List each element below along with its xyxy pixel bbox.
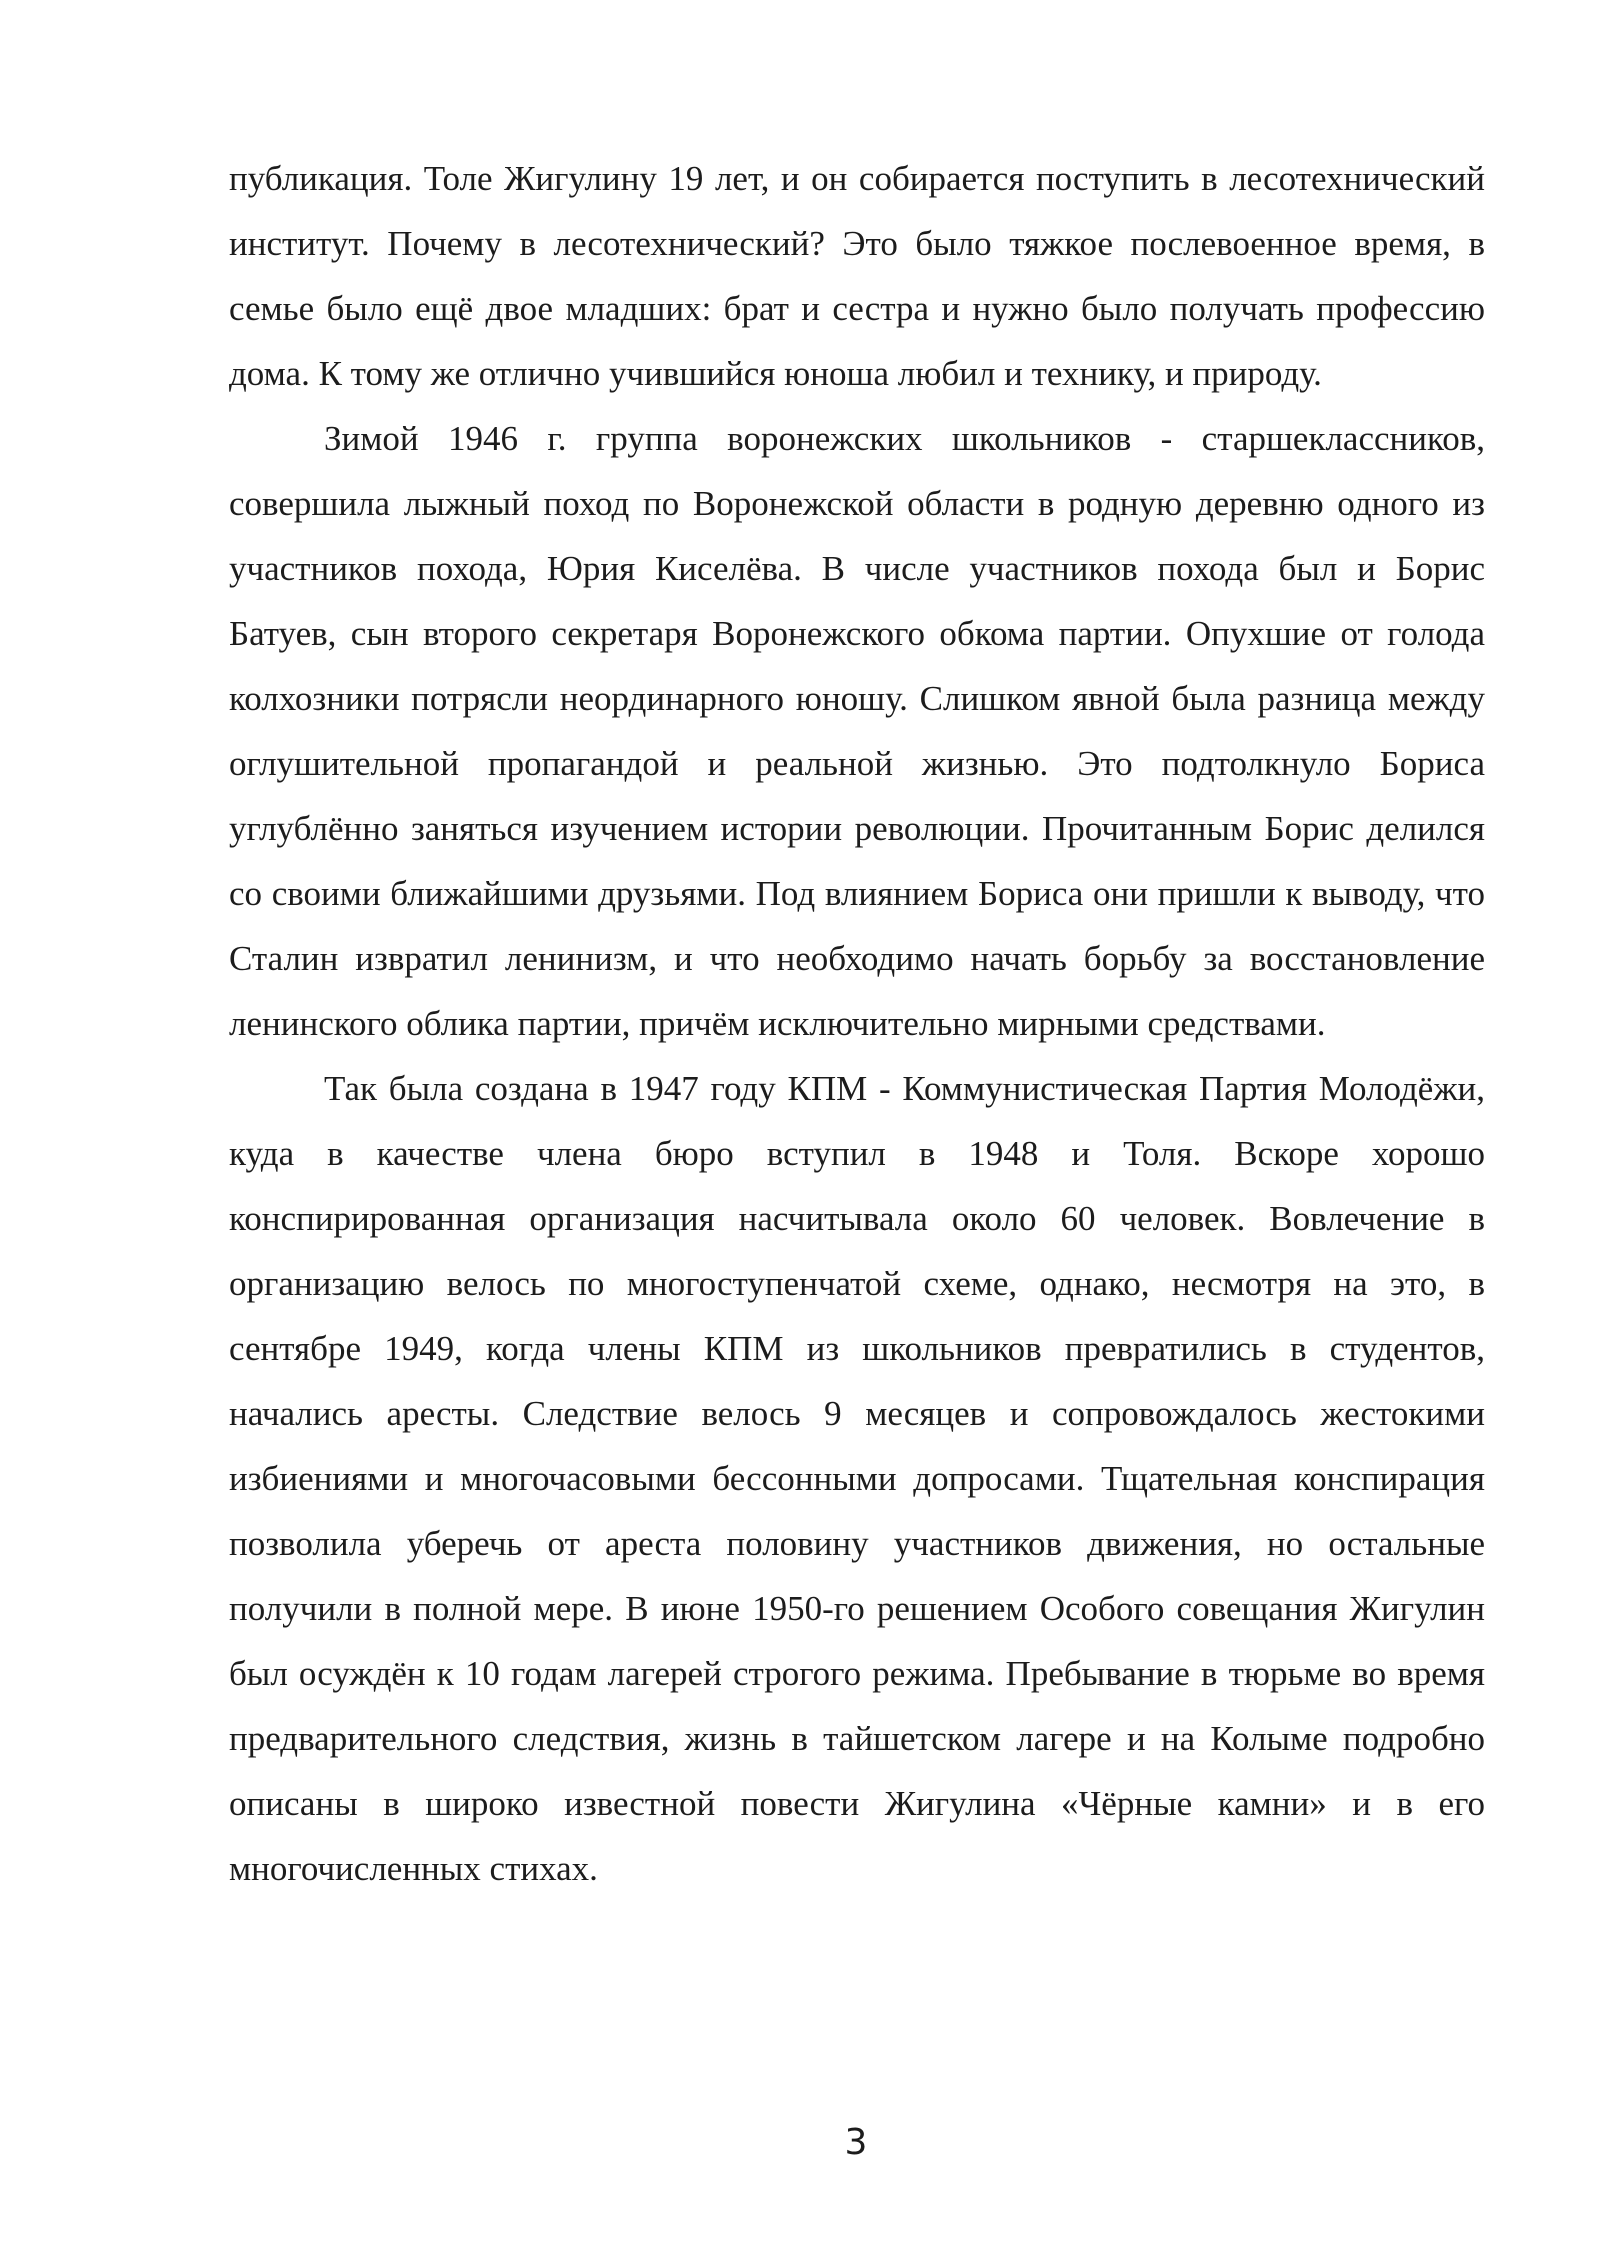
body-text	[229, 146, 1485, 1901]
page-number: 3	[844, 2122, 868, 2163]
paragraph-2: Зимой 1946 г. группа воронежских школьников - старшеклассников, совершила лыжный поход по Воронежской области в родную деревню одного из участников похода, Юрия Киселёва. В числе участников похода был и Борис Батуев, сын второго секретаря Воронежского обкома партии. Опухшие от голода колхозники потрясли неординарного юношу. Слишком явной была разница между оглушительной пропагандой и реальной жизнью. Это подтолкнуло Бориса углублённо заняться изучением истории революции. Прочитанным Борис делился со своими ближайшими друзьями. Под влиянием Бориса они пришли к выводу, что Сталин извратил ленинизм, и что необходимо начать борьбу за восстановление ленинского облика партии, причём исключительно мирными средствами.	[229, 419, 1485, 1043]
paragraph-1: публикация. Толе Жигулину 19 лет, и он собирается поступить в лесотехнический институт. Почему в лесотехнический? Это было тяжкое послевоенное время, в семье было ещё двое младших: брат и сестра и нужно было получать профессию дома. К тому же отлично учившийся юноша любил и технику, и природу.	[229, 159, 1485, 393]
paragraph-3: Так была создана в 1947 году КПМ - Коммунистическая Партия Молодёжи, куда в качестве члена бюро вступил в 1948 и Толя. Вскоре хорошо конспирированная организация насчитывала около 60 человек. Вовлечение в организацию велось по многоступенчатой схеме, однако, несмотря на это, в сентябре 1949, когда члены КПМ из школьников превратились в студентов, начались аресты. Следствие велось 9 месяцев и сопровождалось жестокими избиениями и многочасовыми бессонными допросами. Тщательная конспирация позволила уберечь от ареста половину участников движения, но остальные получили в полной мере. В июне 1950-го решением Особого совещания Жигулин был осуждён к 10 годам лагерей строгого режима. Пребывание в тюрьме во время предварительного следствия, жизнь в тайшетском лагере и на Колыме подробно описаны в широко известной повести Жигулина «Чёрные камни» и в его многочисленных стихах.	[229, 1069, 1485, 1888]
